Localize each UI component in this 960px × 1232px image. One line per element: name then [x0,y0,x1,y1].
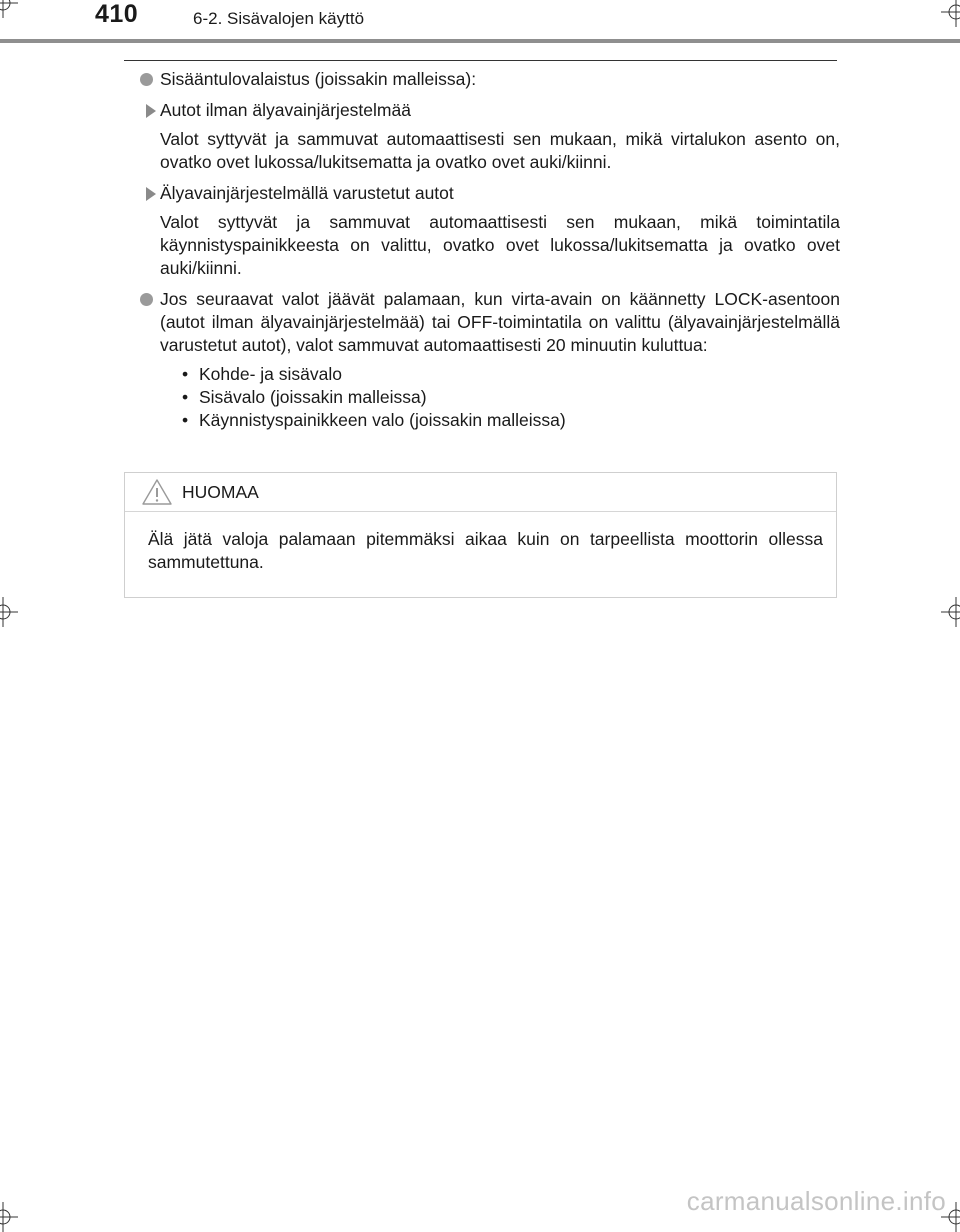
entry-lighting-title: Sisääntulovalaistus (joissakin malleissa): [160,69,477,89]
bullet-dot-icon [140,293,153,306]
warning-triangle-icon [141,478,173,506]
triangle-right-icon [146,104,156,118]
notice-text: Älä jätä valoja palamaan pitemmäksi aikaa kuin on tarpeellista moottorin ollessa sammutettuna. [148,529,823,572]
watermark: carmanualsonline.info [686,1186,946,1216]
page-header [0,0,960,50]
list-item: • Käynnistyspainikkeen valo (joissakin malleissa) [182,409,840,432]
content-top-rule [124,60,837,61]
section-title: 6-2. Sisävalojen käyttö [193,9,365,28]
subheading-with-smart-key [140,182,840,205]
page-number: 410 [95,0,139,28]
subheading-without-smart-key [140,99,840,122]
crop-mark-bottom-left [0,1202,18,1232]
subheading-without-smart-key-text: Autot ilman älyavainjärjestelmää [160,100,411,120]
list-item: • Kohde- ja sisävalo [182,363,840,386]
auto-off-text: Jos seuraavat valot jäävät palamaan, kun virta-avain on käännetty LOCK-asentoon (autot ilman älyavainjärjestelmää) tai OFF-toimintatila on valittu (älyavainjärjestelmällä varustetut autot), valot sammuvat automaattisesti 20 minuutin kuluttua: [160,289,840,355]
notice-title: HUOMAA [182,482,259,502]
crop-mark-mid-left [0,597,18,627]
bullet-auto-off [140,288,840,432]
list-item: • Sisävalo (joissakin malleissa) [182,386,840,409]
crop-mark-mid-right [941,597,960,627]
paragraph-with-smart-key: Valot syttyvät ja sammuvat automaattisesti sen mukaan, mikä toimintatila käynnistyspainikkeesta on valittu, ovatko ovet lukossa/lukitsematta ja ovatko ovet auki/kiinni. [160,212,840,278]
header-rule [0,39,960,43]
main-content [140,68,840,440]
subheading-with-smart-key-text: Älyavainjärjestelmällä varustetut autot [160,183,454,203]
bullet-entry-lighting [140,68,840,91]
auto-off-list [160,363,840,432]
notice-header [125,473,836,512]
triangle-right-icon [146,187,156,201]
paragraph-without-smart-key: Valot syttyvät ja sammuvat automaattisesti sen mukaan, mikä virtalukon asento on, ovatko ovet lukossa/lukitsematta ja ovatko ovet auki/kiinni. [160,129,840,172]
notice-box [124,472,837,598]
bullet-dot-icon [140,73,153,86]
